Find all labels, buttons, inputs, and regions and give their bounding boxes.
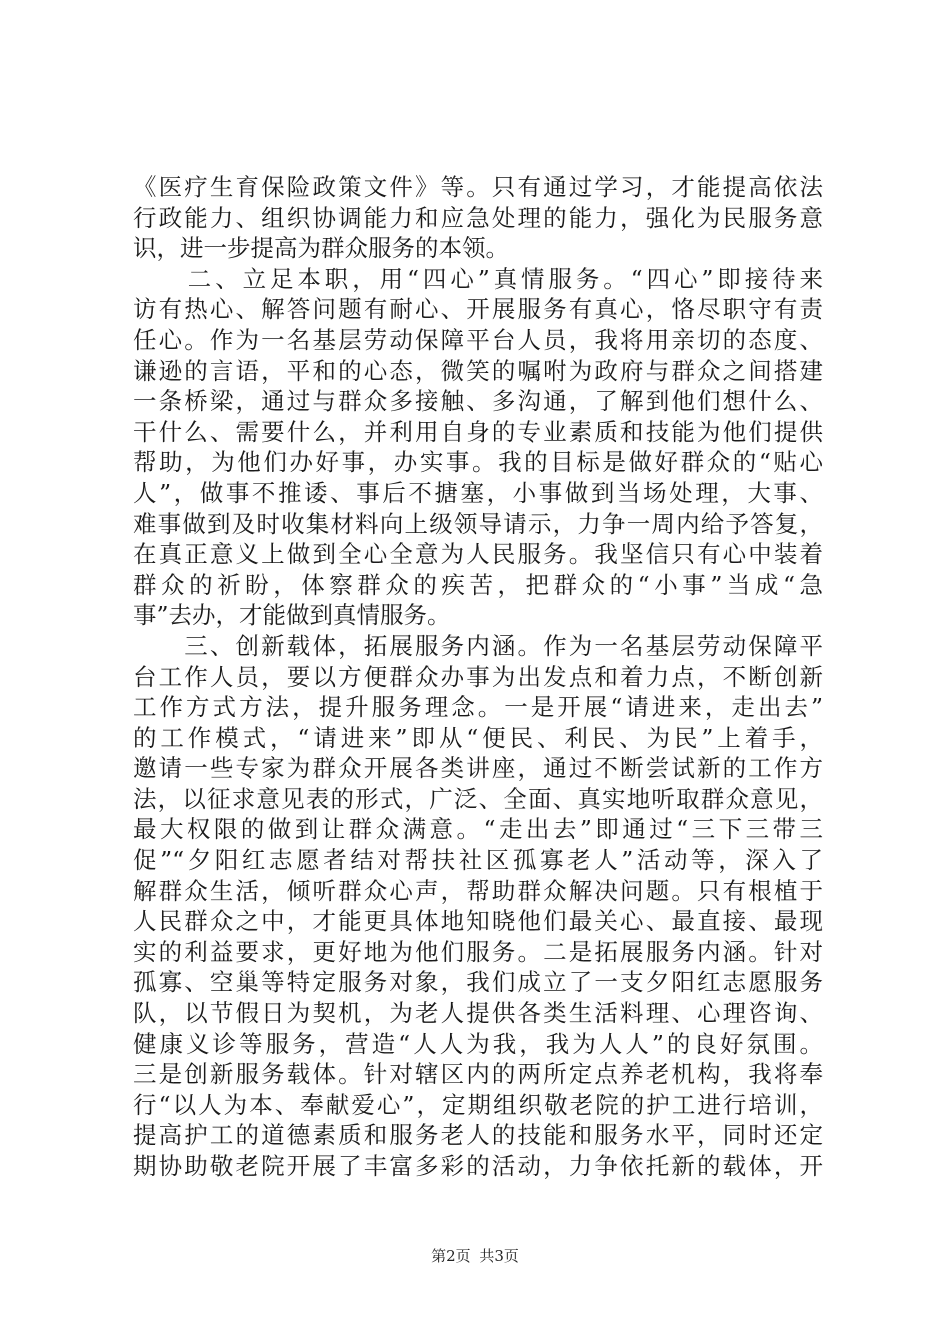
text-line: 识，进一步提高为群众服务的本领。 <box>133 234 509 263</box>
text-line: 难事做到及时收集材料向上级领导请示，力争一周内给予答复， <box>133 509 823 538</box>
text-line: 行政能力、组织协调能力和应急处理的能力，强化为民服务意 <box>133 203 823 232</box>
text-line: 干什么、需要什么，并利用自身的专业素质和技能为他们提供 <box>133 417 823 446</box>
text-line: 群众的祈盼，体察群众的疾苦，把群众的“小事”当成“急 <box>133 570 823 599</box>
text-line: 法，以征求意见表的形式，广泛、全面、真实地听取群众意见， <box>133 784 823 813</box>
text-line: 工作方式方法，提升服务理念。一是开展“请进来，走出去” <box>133 693 823 722</box>
text-line: 的工作模式，“请进来”即从“便民、利民、为民”上着手， <box>133 723 823 752</box>
text-line: 台工作人员，要以方便群众办事为出发点和着力点，不断创新 <box>133 662 823 691</box>
text-line: 实的利益要求，更好地为他们服务。二是拓展服务内涵。针对 <box>133 937 823 966</box>
text-line: 帮助，为他们办好事，办实事。我的目标是做好群众的“贴心 <box>133 448 823 477</box>
text-line: 促”“夕阳红志愿者结对帮扶社区孤寡老人”活动等，深入了 <box>133 846 823 875</box>
text-line: 期协助敬老院开展了丰富多彩的活动，力争依托新的载体，开 <box>133 1152 823 1180</box>
text-line: 三、创新载体，拓展服务内涵。作为一名基层劳动保障平 <box>133 631 823 660</box>
text-line: 任心。作为一名基层劳动保障平台人员，我将用亲切的态度、 <box>133 325 823 354</box>
text-line: 三是创新服务载体。针对辖区内的两所定点养老机构，我将奉 <box>133 1060 823 1089</box>
text-line: 提高护工的道德素质和服务老人的技能和服务水平，同时还定 <box>133 1121 823 1150</box>
text-line: 孤寡、空巢等特定服务对象，我们成立了一支夕阳红志愿服务 <box>133 968 823 997</box>
text-line: 健康义诊等服务，营造“人人为我，我为人人”的良好氛围。 <box>133 1029 823 1058</box>
text-line: 队，以节假日为契机，为老人提供各类生活料理、心理咨询、 <box>133 999 823 1028</box>
text-line: 在真正意义上做到全心全意为人民服务。我坚信只有心中装着 <box>133 540 823 569</box>
page-footer <box>0 1246 950 1266</box>
text-line: 解群众生活，倾听群众心声，帮助群众解决问题。只有根植于 <box>133 876 823 905</box>
page-total: 共3页 <box>479 1247 519 1265</box>
text-line: 邀请一些专家为群众开展各类讲座，通过不断尝试新的工作方 <box>133 754 823 783</box>
body-text <box>133 172 823 1182</box>
text-line: 人民群众之中，才能更具体地知晓他们最关心、最直接、最现 <box>133 907 823 936</box>
text-line: 谦逊的言语，平和的心态，微笑的嘱咐为政府与群众之间搭建 <box>133 356 823 385</box>
text-line: 行“以人为本、奉献爱心”，定期组织敬老院的护工进行培训， <box>133 1090 823 1119</box>
page-number: 第2页 <box>431 1247 471 1265</box>
text-line: 访有热心、解答问题有耐心、开展服务有真心，恪尽职守有责 <box>133 295 823 324</box>
text-line: 事”去办，才能做到真情服务。 <box>133 601 451 630</box>
text-line: 最大权限的做到让群众满意。“走出去”即通过“三下三带三 <box>133 815 823 844</box>
text-line: 人”，做事不推诿、事后不搪塞，小事做到当场处理，大事、 <box>133 478 823 507</box>
text-line: 一条桥梁，通过与群众多接触、多沟通，了解到他们想什么、 <box>133 387 823 416</box>
text-line: 《医疗生育保险政策文件》等。只有通过学习，才能提高依法 <box>133 173 823 201</box>
text-line: 二、立足本职，用“四心”真情服务。“四心”即接待来 <box>133 264 823 293</box>
